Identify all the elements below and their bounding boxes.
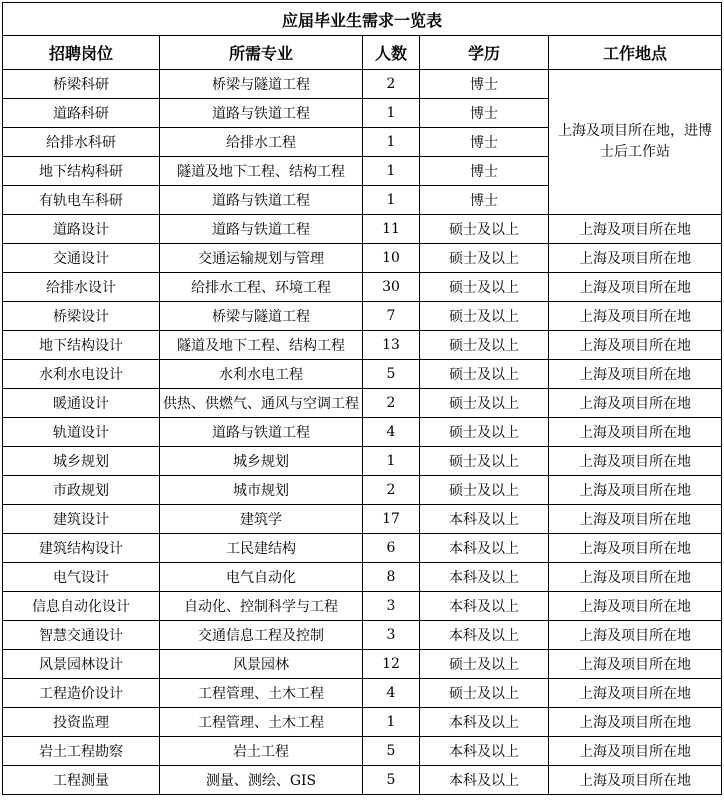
cell-count: 7 bbox=[363, 302, 420, 331]
table-row bbox=[3, 563, 722, 592]
header-position: 招聘岗位 bbox=[3, 36, 160, 70]
cell-position: 智慧交通设计 bbox=[3, 621, 160, 650]
table-row bbox=[3, 621, 722, 650]
cell-count: 2 bbox=[363, 389, 420, 418]
table-row bbox=[3, 534, 722, 563]
cell-position: 风景园林设计 bbox=[3, 650, 160, 679]
header-major: 所需专业 bbox=[160, 36, 363, 70]
cell-major: 道路与铁道工程 bbox=[160, 186, 363, 215]
table-row bbox=[3, 360, 722, 389]
cell-location: 上海及项目所在地 bbox=[549, 592, 722, 621]
cell-location-merged: 上海及项目所在地，进博士后工作站 bbox=[549, 70, 722, 215]
table-row bbox=[3, 273, 722, 302]
cell-location: 上海及项目所在地 bbox=[549, 389, 722, 418]
cell-major: 桥梁与隧道工程 bbox=[160, 70, 363, 99]
cell-count: 4 bbox=[363, 679, 420, 708]
header-row bbox=[3, 36, 722, 70]
table-row bbox=[3, 766, 722, 795]
cell-degree: 硕士及以上 bbox=[420, 679, 549, 708]
cell-location: 上海及项目所在地 bbox=[549, 447, 722, 476]
cell-major: 风景园林 bbox=[160, 650, 363, 679]
cell-position: 建筑结构设计 bbox=[3, 534, 160, 563]
cell-location: 上海及项目所在地 bbox=[549, 737, 722, 766]
cell-location: 上海及项目所在地 bbox=[549, 679, 722, 708]
cell-location: 上海及项目所在地 bbox=[549, 476, 722, 505]
cell-major: 测量、测绘、GIS bbox=[160, 766, 363, 795]
cell-location: 上海及项目所在地 bbox=[549, 360, 722, 389]
graduate-demand-table bbox=[2, 2, 722, 795]
table-row bbox=[3, 70, 722, 99]
cell-location: 上海及项目所在地 bbox=[549, 505, 722, 534]
cell-position: 交通设计 bbox=[3, 244, 160, 273]
cell-count: 8 bbox=[363, 563, 420, 592]
cell-major: 城乡规划 bbox=[160, 447, 363, 476]
cell-count: 5 bbox=[363, 737, 420, 766]
cell-major: 工程管理、土木工程 bbox=[160, 679, 363, 708]
cell-major: 自动化、控制科学与工程 bbox=[160, 592, 363, 621]
cell-major: 城市规划 bbox=[160, 476, 363, 505]
cell-degree: 硕士及以上 bbox=[420, 360, 549, 389]
cell-location: 上海及项目所在地 bbox=[549, 273, 722, 302]
cell-degree: 本科及以上 bbox=[420, 766, 549, 795]
table-row bbox=[3, 737, 722, 766]
cell-major: 道路与铁道工程 bbox=[160, 418, 363, 447]
cell-position: 有轨电车科研 bbox=[3, 186, 160, 215]
cell-major: 隧道及地下工程、结构工程 bbox=[160, 331, 363, 360]
cell-major: 给排水工程 bbox=[160, 128, 363, 157]
cell-position: 工程造价设计 bbox=[3, 679, 160, 708]
cell-count: 5 bbox=[363, 360, 420, 389]
table-row bbox=[3, 679, 722, 708]
cell-count: 13 bbox=[363, 331, 420, 360]
cell-count: 3 bbox=[363, 592, 420, 621]
cell-location: 上海及项目所在地 bbox=[549, 563, 722, 592]
cell-position: 暖通设计 bbox=[3, 389, 160, 418]
cell-degree: 硕士及以上 bbox=[420, 389, 549, 418]
cell-count: 4 bbox=[363, 418, 420, 447]
cell-degree: 博士 bbox=[420, 186, 549, 215]
cell-count: 3 bbox=[363, 621, 420, 650]
table-row bbox=[3, 476, 722, 505]
cell-location: 上海及项目所在地 bbox=[549, 331, 722, 360]
cell-position: 给排水科研 bbox=[3, 128, 160, 157]
table-row bbox=[3, 302, 722, 331]
cell-count: 2 bbox=[363, 70, 420, 99]
cell-location: 上海及项目所在地 bbox=[549, 621, 722, 650]
table-row bbox=[3, 418, 722, 447]
cell-degree: 硕士及以上 bbox=[420, 418, 549, 447]
cell-degree: 本科及以上 bbox=[420, 708, 549, 737]
cell-location: 上海及项目所在地 bbox=[549, 534, 722, 563]
cell-degree: 博士 bbox=[420, 128, 549, 157]
table-row bbox=[3, 650, 722, 679]
table-row bbox=[3, 215, 722, 244]
cell-position: 投资监理 bbox=[3, 708, 160, 737]
cell-count: 5 bbox=[363, 766, 420, 795]
cell-count: 30 bbox=[363, 273, 420, 302]
cell-degree: 博士 bbox=[420, 70, 549, 99]
cell-degree: 硕士及以上 bbox=[420, 447, 549, 476]
header-count: 人数 bbox=[363, 36, 420, 70]
cell-position: 城乡规划 bbox=[3, 447, 160, 476]
table-row bbox=[3, 447, 722, 476]
cell-count: 10 bbox=[363, 244, 420, 273]
cell-location: 上海及项目所在地 bbox=[549, 766, 722, 795]
cell-count: 12 bbox=[363, 650, 420, 679]
cell-degree: 本科及以上 bbox=[420, 737, 549, 766]
table-row bbox=[3, 244, 722, 273]
cell-position: 工程测量 bbox=[3, 766, 160, 795]
cell-position: 桥梁科研 bbox=[3, 70, 160, 99]
cell-major: 隧道及地下工程、结构工程 bbox=[160, 157, 363, 186]
cell-position: 轨道设计 bbox=[3, 418, 160, 447]
cell-position: 电气设计 bbox=[3, 563, 160, 592]
cell-position: 水利水电设计 bbox=[3, 360, 160, 389]
cell-position: 建筑设计 bbox=[3, 505, 160, 534]
cell-degree: 硕士及以上 bbox=[420, 302, 549, 331]
cell-major: 电气自动化 bbox=[160, 563, 363, 592]
cell-count: 1 bbox=[363, 128, 420, 157]
cell-degree: 硕士及以上 bbox=[420, 331, 549, 360]
table-title: 应届毕业生需求一览表 bbox=[3, 3, 722, 36]
cell-major: 工民建结构 bbox=[160, 534, 363, 563]
cell-position: 地下结构设计 bbox=[3, 331, 160, 360]
table-row bbox=[3, 389, 722, 418]
cell-count: 17 bbox=[363, 505, 420, 534]
cell-location: 上海及项目所在地 bbox=[549, 708, 722, 737]
cell-major: 交通运输规划与管理 bbox=[160, 244, 363, 273]
cell-location: 上海及项目所在地 bbox=[549, 650, 722, 679]
cell-location: 上海及项目所在地 bbox=[549, 418, 722, 447]
cell-major: 道路与铁道工程 bbox=[160, 215, 363, 244]
cell-count: 1 bbox=[363, 186, 420, 215]
cell-degree: 硕士及以上 bbox=[420, 244, 549, 273]
table-row bbox=[3, 505, 722, 534]
cell-major: 供热、供燃气、通风与空调工程 bbox=[160, 389, 363, 418]
cell-major: 工程管理、土木工程 bbox=[160, 708, 363, 737]
cell-degree: 本科及以上 bbox=[420, 592, 549, 621]
cell-position: 道路科研 bbox=[3, 99, 160, 128]
cell-degree: 硕士及以上 bbox=[420, 476, 549, 505]
table-row bbox=[3, 708, 722, 737]
header-location: 工作地点 bbox=[549, 36, 722, 70]
cell-degree: 本科及以上 bbox=[420, 505, 549, 534]
cell-degree: 博士 bbox=[420, 157, 549, 186]
cell-position: 岩土工程勘察 bbox=[3, 737, 160, 766]
cell-major: 交通信息工程及控制 bbox=[160, 621, 363, 650]
cell-major: 岩土工程 bbox=[160, 737, 363, 766]
cell-position: 市政规划 bbox=[3, 476, 160, 505]
cell-degree: 硕士及以上 bbox=[420, 215, 549, 244]
header-degree: 学历 bbox=[420, 36, 549, 70]
cell-degree: 本科及以上 bbox=[420, 621, 549, 650]
cell-degree: 本科及以上 bbox=[420, 563, 549, 592]
cell-location: 上海及项目所在地 bbox=[549, 215, 722, 244]
cell-count: 6 bbox=[363, 534, 420, 563]
cell-degree: 硕士及以上 bbox=[420, 650, 549, 679]
cell-count: 1 bbox=[363, 157, 420, 186]
cell-location: 上海及项目所在地 bbox=[549, 302, 722, 331]
cell-major: 水利水电工程 bbox=[160, 360, 363, 389]
cell-position: 地下结构科研 bbox=[3, 157, 160, 186]
cell-count: 11 bbox=[363, 215, 420, 244]
cell-position: 信息自动化设计 bbox=[3, 592, 160, 621]
cell-position: 桥梁设计 bbox=[3, 302, 160, 331]
cell-degree: 博士 bbox=[420, 99, 549, 128]
cell-count: 1 bbox=[363, 708, 420, 737]
table-row bbox=[3, 592, 722, 621]
cell-major: 给排水工程、环境工程 bbox=[160, 273, 363, 302]
cell-major: 建筑学 bbox=[160, 505, 363, 534]
cell-major: 道路与铁道工程 bbox=[160, 99, 363, 128]
table-row bbox=[3, 331, 722, 360]
cell-count: 1 bbox=[363, 447, 420, 476]
cell-count: 1 bbox=[363, 99, 420, 128]
cell-major: 桥梁与隧道工程 bbox=[160, 302, 363, 331]
cell-count: 2 bbox=[363, 476, 420, 505]
table-body bbox=[3, 70, 722, 795]
cell-position: 给排水设计 bbox=[3, 273, 160, 302]
cell-degree: 硕士及以上 bbox=[420, 273, 549, 302]
cell-degree: 本科及以上 bbox=[420, 534, 549, 563]
cell-location: 上海及项目所在地 bbox=[549, 244, 722, 273]
cell-position: 道路设计 bbox=[3, 215, 160, 244]
